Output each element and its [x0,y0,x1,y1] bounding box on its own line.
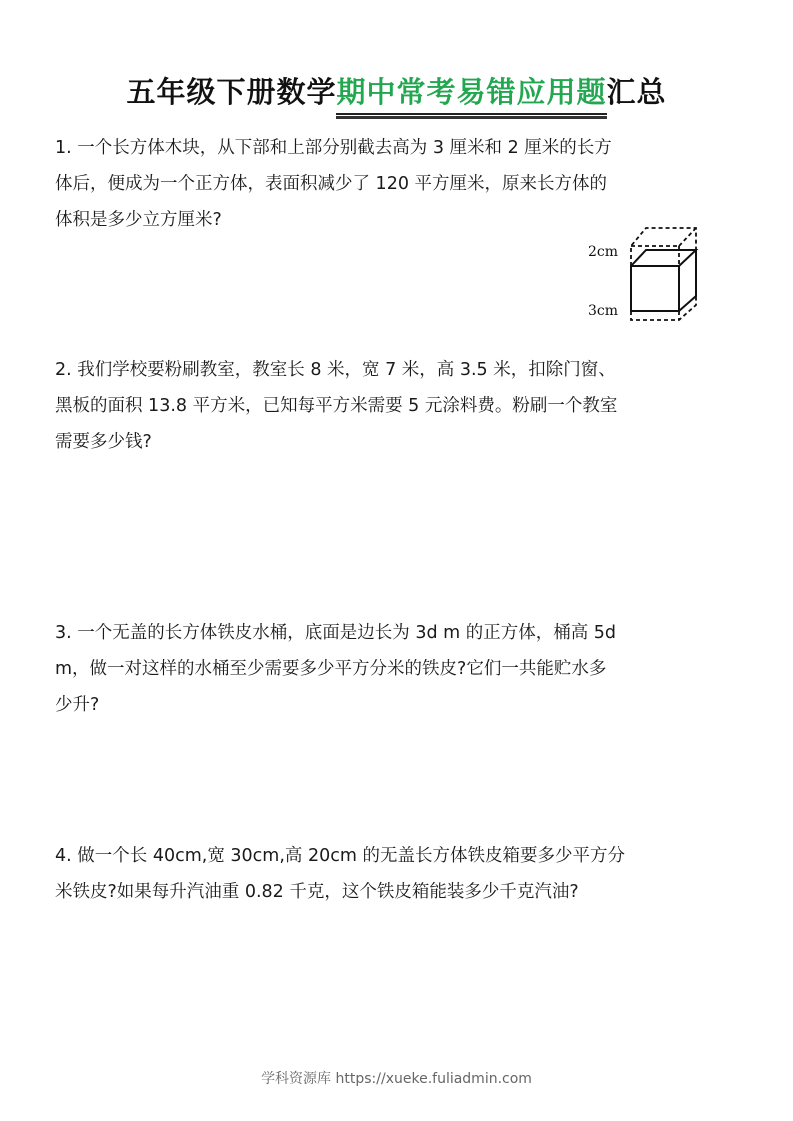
question-line: 需要多少钱? [55,432,152,452]
cube-diagram-icon [586,220,711,325]
question-2 [55,352,740,460]
title-highlight: 期中常考易错应用题 [336,72,606,112]
bottom-cut-label: 3cm [588,303,619,319]
question-line: 4. 做一个长 40cm,宽 30cm,高 20cm 的无盖长方体铁皮箱要多少平方分 [55,846,625,866]
cuboid-figure [586,220,711,325]
question-line: m，做一对这样的水桶至少需要多少平方分米的铁皮?它们一共能贮水多 [55,659,607,679]
footer-watermark: 学科资源库 https://xueke.fuliadmin.com [261,1071,532,1087]
title-prefix: 五年级下册数学 [126,75,337,109]
question-4 [55,838,740,910]
question-line: 体后，便成为一个正方体，表面积减少了 120 平方厘米，原来长方体的 [55,174,608,194]
question-line: 体积是多少立方厘米? [55,210,222,230]
question-3 [55,615,740,723]
question-line: 2. 我们学校要粉刷教室，教室长 8 米，宽 7 米，高 3.5 米，扣除门窗、 [55,360,616,380]
title-suffix: 汇总 [606,75,667,109]
question-line: 3. 一个无盖的长方体铁皮水桶，底面是边长为 3d m 的正方体，桶高 5d [55,623,617,643]
question-line: 黑板的面积 13.8 平方米，已知每平方米需要 5 元涂料费。粉刷一个教室 [55,396,618,416]
question-line: 米铁皮?如果每升汽油重 0.82 千克，这个铁皮箱能装多少千克汽油? [55,882,579,902]
question-line: 少升? [55,695,100,715]
top-cut-label: 2cm [588,244,619,260]
question-line: 1. 一个长方体木块，从下部和上部分别截去高为 3 厘米和 2 厘米的长方 [55,138,612,158]
page-title [0,72,793,112]
